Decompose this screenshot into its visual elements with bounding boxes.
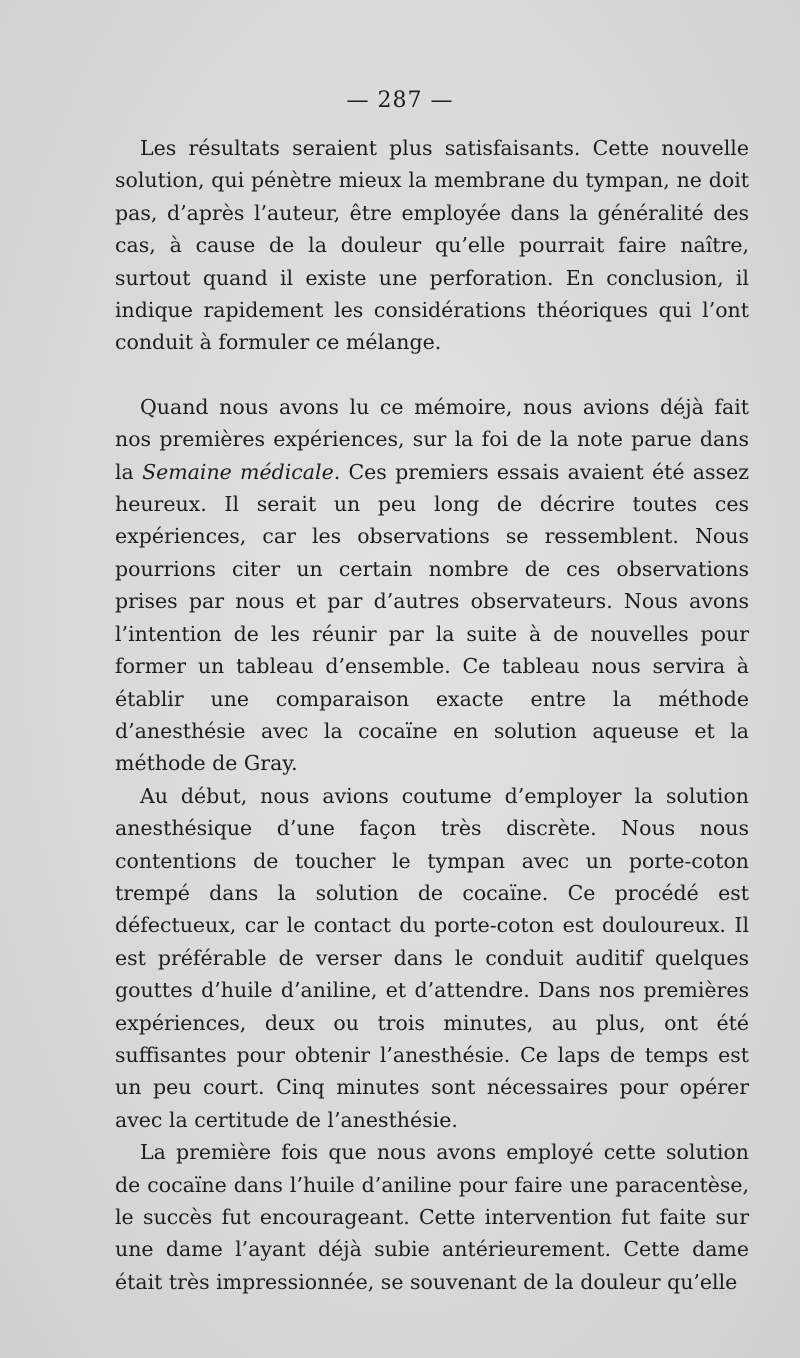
page-number: — 287 — [346,88,454,113]
paragraph-2-end: . Ces premiers essais avaient été assez heureux. Il serait un peu long de décrire toutes ces expériences, car les observations se ressemblent. Nous pourrions citer un certain nombre de ces observations prises par nous et par d’autres observateurs. Nous avons l’intention de les réunir par la suite à de nouvelles pour former un tableau d’ensemble. Ce tableau nous servira à établir une comparaison exacte entre la méthode d’anesthésie avec la cocaïne en solution aqueuse et la méthode de Gray. [115,459,750,776]
journal-title: Semaine médicale [142,459,334,484]
paragraph-3: Au début, nous avions coutume d’employer la solution anesthésique d’une façon très discrète. Nous nous contentions de toucher le tympan avec un porte-coton trempé dans la solution de cocaïne. Ce procédé est défectueux, car le contact du porte-coton est douloureux. Il est préférable de verser dans le conduit auditif quelques gouttes d’huile d’aniline, et d’attendre. Dans nos premières expériences, deux ou trois minutes, au plus, ont été suffisantes pour obtenir l’anesthésie. Ce laps de temps est un peu court. Cinq minutes sont nécessaires pour opérer avec la certitude de l’anesthésie. [115,783,749,1132]
paragraph-2-start: Quand nous avons lu ce mémoire, nous avions déjà fait nos premières expériences, sur la foi de la note parue dans la [115,394,749,484]
body-text [115,132,749,1298]
paragraph-2 [115,391,749,780]
paragraph-4: La première fois que nous avons employé cette solution de cocaïne dans l’huile d’aniline pour faire une paracentèse, le succès fut encourageant. Cette intervention fut faite sur une dame l’ayant déjà subie antérieurement. Cette dame était très impressionnée, se souvenant de la douleur qu’elle [115,1140,749,1294]
paragraph-1: Les résultats seraient plus satisfaisants. Cette nouvelle solution, qui pénètre mieux la membrane du tympan, ne doit pas, d’après l’auteur, être employée dans la généralité des cas, à cause de la douleur qu’elle pourrait faire naître, surtout quand il existe une perforation. En conclusion, il indique rapidement les considérations théoriques qui l’ont conduit à formuler ce mélange. [115,136,749,355]
